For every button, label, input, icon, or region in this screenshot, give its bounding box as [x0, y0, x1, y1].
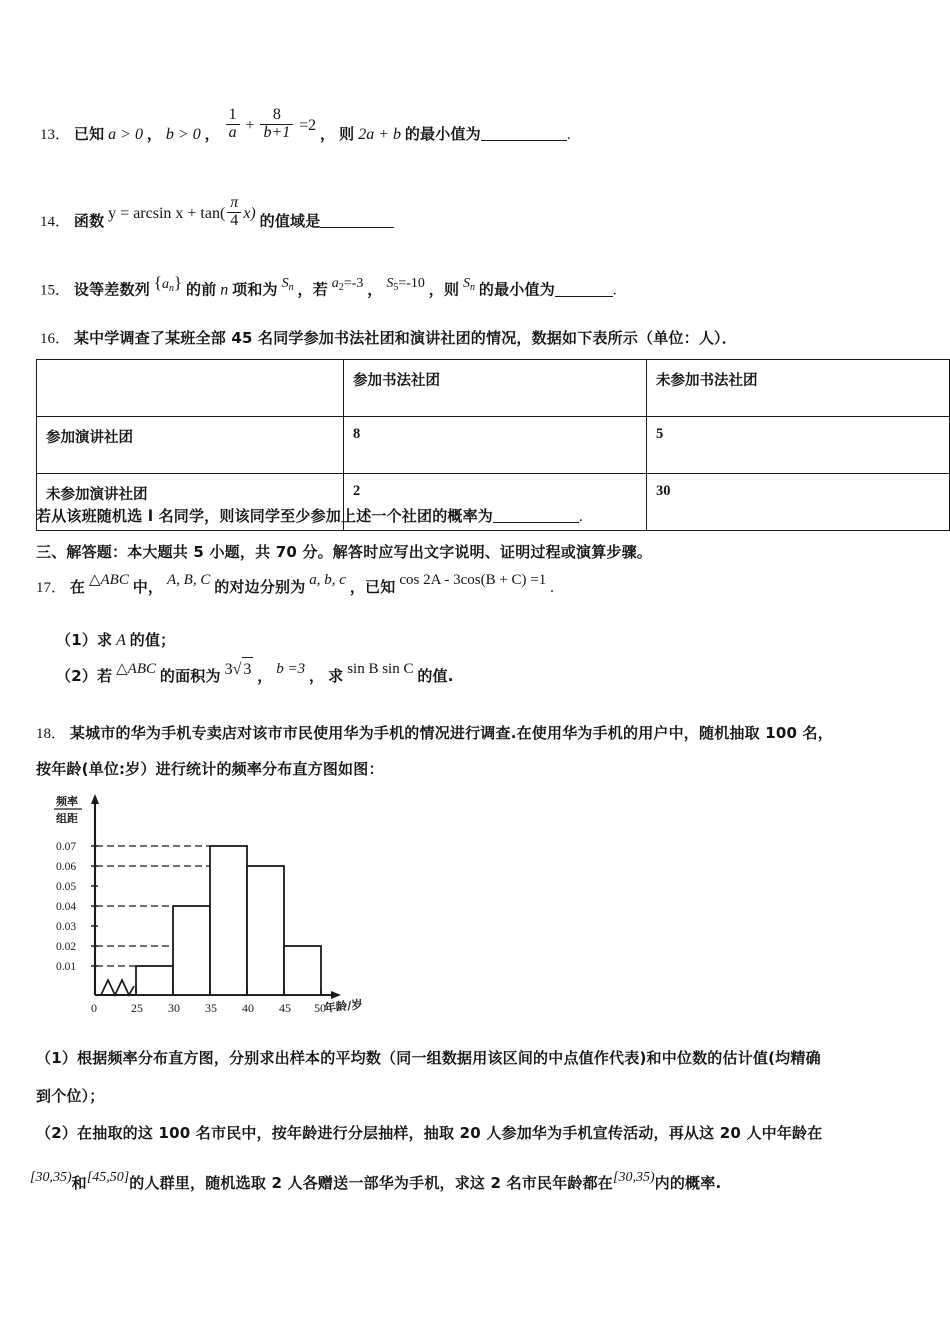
q13-comma-3: ，	[320, 124, 336, 143]
q13-frac2-numerator: 8	[272, 106, 281, 123]
q17-part1-pre: 求	[97, 631, 113, 649]
q13-frac1-numerator: 1	[228, 106, 237, 123]
q15-S-letter: S	[281, 276, 289, 291]
q14-tail: 的值域是	[259, 211, 321, 230]
q17-part1-post: 的值；	[129, 631, 176, 649]
q18-part-2-line-1	[36, 1122, 941, 1145]
x-tick-labels	[91, 1001, 326, 1015]
q17-mid-1: 中，	[132, 578, 164, 596]
bar-45-50	[284, 946, 321, 995]
q13-condition-a: a > 0	[108, 125, 143, 143]
table-row	[37, 417, 950, 474]
q13-frac2-denominator: b+1	[260, 124, 293, 142]
q16-stem-text: 某中学调查了某班全部 45 名同学参加书法社团和演讲社团的情况，数据如下表所示（单位：人）．	[73, 329, 737, 347]
bar-35-40	[210, 846, 247, 995]
q15-S5-value: =-10	[398, 276, 425, 291]
q15-S5-subscript: 5	[393, 282, 399, 293]
q17-mid-3: ，已知	[349, 578, 396, 596]
question-14	[40, 194, 920, 240]
q18-part1-label: （1）	[36, 1049, 78, 1067]
question-18-stem-line-2	[36, 758, 941, 781]
y-tick-0.05: 0.05	[56, 881, 77, 893]
q14-fraction	[227, 195, 241, 230]
q15-comma-1: ，若	[297, 280, 328, 299]
q18-part1-line-1-text: 根据频率分布直方图，分别求出样本的平均数（同一组数据用该区间的中点值作代表)和中位数的估计值(均精确	[77, 1049, 821, 1067]
q13-equals-two: =2	[299, 116, 317, 134]
x-tick-45: 45	[279, 1001, 291, 1015]
q13-tail: 的最小值为	[404, 124, 481, 143]
x-tick-50: 50	[314, 1001, 326, 1015]
q17-area-radicand: 3	[242, 657, 253, 682]
y-tick-labels	[56, 841, 76, 973]
q14-formula-post: x)	[243, 204, 256, 222]
q13-comma-1: ，	[146, 124, 163, 143]
q17-part1-variable: A	[116, 632, 126, 649]
table-row-label-speech-no: 未参加演讲社团	[37, 474, 344, 531]
q17-part2-pre: 若	[97, 667, 113, 686]
q17-lead: 在	[69, 578, 86, 596]
q15-n-symbol: n	[220, 281, 229, 299]
q18-interval-45-50: [45,50]	[86, 1170, 130, 1185]
table-cell-speech-yes-calligraphy-yes: 8	[344, 417, 647, 474]
table-cell-speech-yes-calligraphy-no: 5	[647, 417, 950, 474]
q17-period: .	[550, 580, 554, 596]
histogram-svg	[48, 790, 378, 1025]
q13-plus-sign: +	[245, 116, 255, 134]
q13-lead: 已知	[73, 124, 105, 143]
q14-formula	[108, 194, 256, 232]
q17-part2-comma-1: ，	[257, 667, 273, 686]
bar-30-35	[173, 906, 210, 995]
q18-part2-line-2-text: 的人群里，随机选取 2 人各赠送一部华为手机，求这 2 名市民年龄都在	[129, 1174, 614, 1192]
q17-part2-ask: 求	[328, 667, 344, 686]
q15-brace-close: }	[173, 273, 183, 292]
q15-sequence-symbol	[154, 270, 182, 296]
q17-part2-tail: 的值.	[417, 667, 454, 686]
q15-comma-2: ，	[367, 280, 383, 299]
q17-part2-mid: 的面积为	[159, 667, 221, 686]
q13-period: .	[566, 126, 571, 143]
q16-footer-period: .	[579, 509, 583, 525]
bar-40-45	[247, 866, 284, 995]
q15-comma-3: ，则	[428, 280, 460, 299]
q17-part2-triangle: △ABC	[116, 661, 156, 678]
q17-mid-2: 的对边分别为	[214, 578, 306, 596]
table-cell-speech-no-calligraphy-no: 30	[647, 474, 950, 531]
question-16-stem	[40, 327, 930, 351]
y-tick-0.07: 0.07	[56, 841, 77, 853]
q15-period: .	[612, 282, 617, 299]
q18-interval-30-35-first: [30,35)	[30, 1170, 72, 1185]
q17-angles: A, B, C	[167, 572, 211, 589]
q18-part-1-line-1	[36, 1047, 941, 1070]
q15-a2-letter: a	[331, 276, 339, 291]
q14-number: 14．	[40, 213, 71, 230]
q15-tail: 的最小值为	[478, 280, 555, 299]
y-axis-title-denominator: 组距	[56, 812, 78, 825]
sqrt-icon	[233, 657, 254, 682]
x-tick-0: 0	[91, 1001, 97, 1015]
frequency-distribution-histogram	[48, 790, 378, 1025]
q17-equation: cos 2A - 3cos(B + C) =1	[399, 572, 547, 589]
q13-number: 13．	[40, 126, 71, 143]
q15-Sn-term	[463, 271, 475, 295]
y-axis-title	[54, 794, 82, 825]
q15-sequence-subscript: n	[168, 283, 174, 294]
x-tick-25: 25	[131, 1001, 143, 1015]
question-18-stem-line-1	[36, 722, 941, 746]
q15-Sn-letter: S	[463, 276, 471, 291]
table-header-calligraphy-yes: 参加书法社团	[344, 360, 647, 417]
q13-then: 则	[339, 124, 355, 143]
q15-S5-term	[386, 271, 425, 295]
q15-mid-1: 的前	[186, 280, 217, 299]
table-row-label-speech-yes: 参加演讲社团	[37, 417, 344, 474]
q16-footer	[36, 505, 926, 529]
q18-part-2-line-2	[30, 1172, 935, 1195]
q17-sides: a, b, c	[309, 572, 346, 589]
q13-comma-2: ，	[204, 124, 220, 143]
q15-S-subscript: n	[288, 282, 294, 293]
q18-part2-and: 和	[71, 1174, 87, 1192]
q17-part2-expression: sin B sin C	[347, 661, 414, 678]
x-tick-40: 40	[242, 1001, 254, 1015]
q13-equation	[224, 106, 317, 144]
q13-condition-b: b > 0	[165, 125, 201, 143]
q15-brace-open: {	[153, 273, 162, 292]
q15-mid-2: 项和为	[232, 280, 278, 299]
q15-number: 15．	[40, 282, 71, 299]
q15-answer-blank[interactable]	[555, 281, 613, 297]
table-header-row	[37, 360, 950, 417]
q17-part1-label: （1）	[56, 631, 98, 649]
sqrt-sign: √	[232, 661, 242, 678]
q15-sequence-letter: a	[161, 277, 169, 292]
x-axis-arrow	[331, 991, 341, 999]
q13-answer-blank[interactable]	[481, 125, 567, 141]
q18-part2-label: （2）	[36, 1124, 78, 1142]
y-axis-title-numerator: 频率	[56, 795, 78, 808]
y-axis-arrow	[91, 794, 99, 804]
q14-frac-numerator: π	[230, 194, 239, 211]
q17-number: 17．	[36, 580, 67, 596]
q16-answer-blank[interactable]	[493, 507, 579, 523]
q15-sum-symbol	[282, 271, 294, 295]
q15-Sn-subscript: n	[470, 282, 476, 293]
q17-part2-b-value: b =3	[276, 661, 306, 678]
table-header-calligraphy-no: 未参加书法社团	[647, 360, 950, 417]
q13-frac1-denominator: a	[226, 124, 240, 142]
q18-stem-line-2-text: 按年龄(单位:岁）进行统计的频率分布直方图如图：	[36, 760, 384, 778]
q18-part2-line-1-text: 在抽取的这 100 名市民中，按年龄进行分层抽样，抽取 20 人参加华为手机宣传活动，再从这 20 人中年龄在	[77, 1124, 823, 1142]
q18-part1-line-2-text: 到个位）；	[36, 1087, 105, 1105]
q18-number: 18．	[36, 726, 67, 742]
section-3-heading	[36, 541, 936, 564]
y-tick-0.04: 0.04	[56, 901, 77, 913]
q17-triangle-symbol: △ABC	[88, 572, 129, 589]
y-tick-0.06: 0.06	[56, 861, 77, 873]
y-tick-0.03: 0.03	[56, 921, 77, 933]
table-cell-speech-no-calligraphy-yes: 2	[344, 474, 647, 531]
q15-a2-value: =-3	[343, 276, 364, 291]
y-tick-0.01: 0.01	[56, 961, 77, 973]
table-header-corner	[37, 360, 344, 417]
q15-S5-letter: S	[386, 276, 394, 291]
q17-part-2	[56, 661, 936, 690]
x-tick-35: 35	[205, 1001, 217, 1015]
question-15	[40, 273, 920, 304]
q14-lead: 函数	[73, 211, 105, 230]
q14-answer-blank[interactable]	[320, 212, 394, 228]
axis-break-zigzag	[101, 980, 134, 995]
q16-number: 16．	[40, 331, 71, 347]
q17-part2-area	[225, 657, 254, 682]
q13-fraction-2	[260, 107, 293, 142]
x-axis-title: 年龄/岁	[323, 997, 364, 1016]
q13-expression: 2a + b	[358, 125, 401, 143]
q15-a2-term	[332, 271, 364, 295]
q17-part2-comma-2: ，	[309, 667, 325, 686]
q17-area-coefficient: 3	[224, 661, 233, 678]
q17-part2-label: （2）	[56, 667, 98, 686]
section-3-heading-text: 三、解答题：本大题共 5 小题，共 70 分。解答时应写出文字说明、证明过程或演算步骤。	[36, 543, 653, 561]
q15-lead: 设等差数列	[73, 280, 150, 299]
q16-footer-text: 若从该班随机选 l 名同学，则该同学至少参加上述一个社团的概率为	[36, 507, 493, 525]
q13-fraction-1	[226, 107, 240, 142]
q18-part2-line-3-text: 内的概率.	[654, 1174, 722, 1192]
q17-part-1	[56, 629, 936, 653]
q14-formula-pre: y = arcsin x + tan(	[108, 204, 226, 222]
histogram-bars	[136, 846, 321, 995]
q15-a2-subscript: 2	[338, 282, 344, 293]
question-13	[40, 106, 920, 153]
question-17	[36, 572, 936, 600]
bar-25-30	[136, 966, 173, 995]
q18-stem-line-1-text: 某城市的华为手机专卖店对该市市民使用华为手机的情况进行调查.在使用华为手机的用户中，随机抽取 100 名，	[69, 724, 833, 742]
x-tick-30: 30	[168, 1001, 180, 1015]
q14-frac-denominator: 4	[227, 212, 241, 230]
y-tick-0.02: 0.02	[56, 941, 77, 953]
q18-part-1-line-2	[36, 1085, 941, 1108]
q18-interval-30-35-second: [30,35)	[613, 1170, 655, 1185]
